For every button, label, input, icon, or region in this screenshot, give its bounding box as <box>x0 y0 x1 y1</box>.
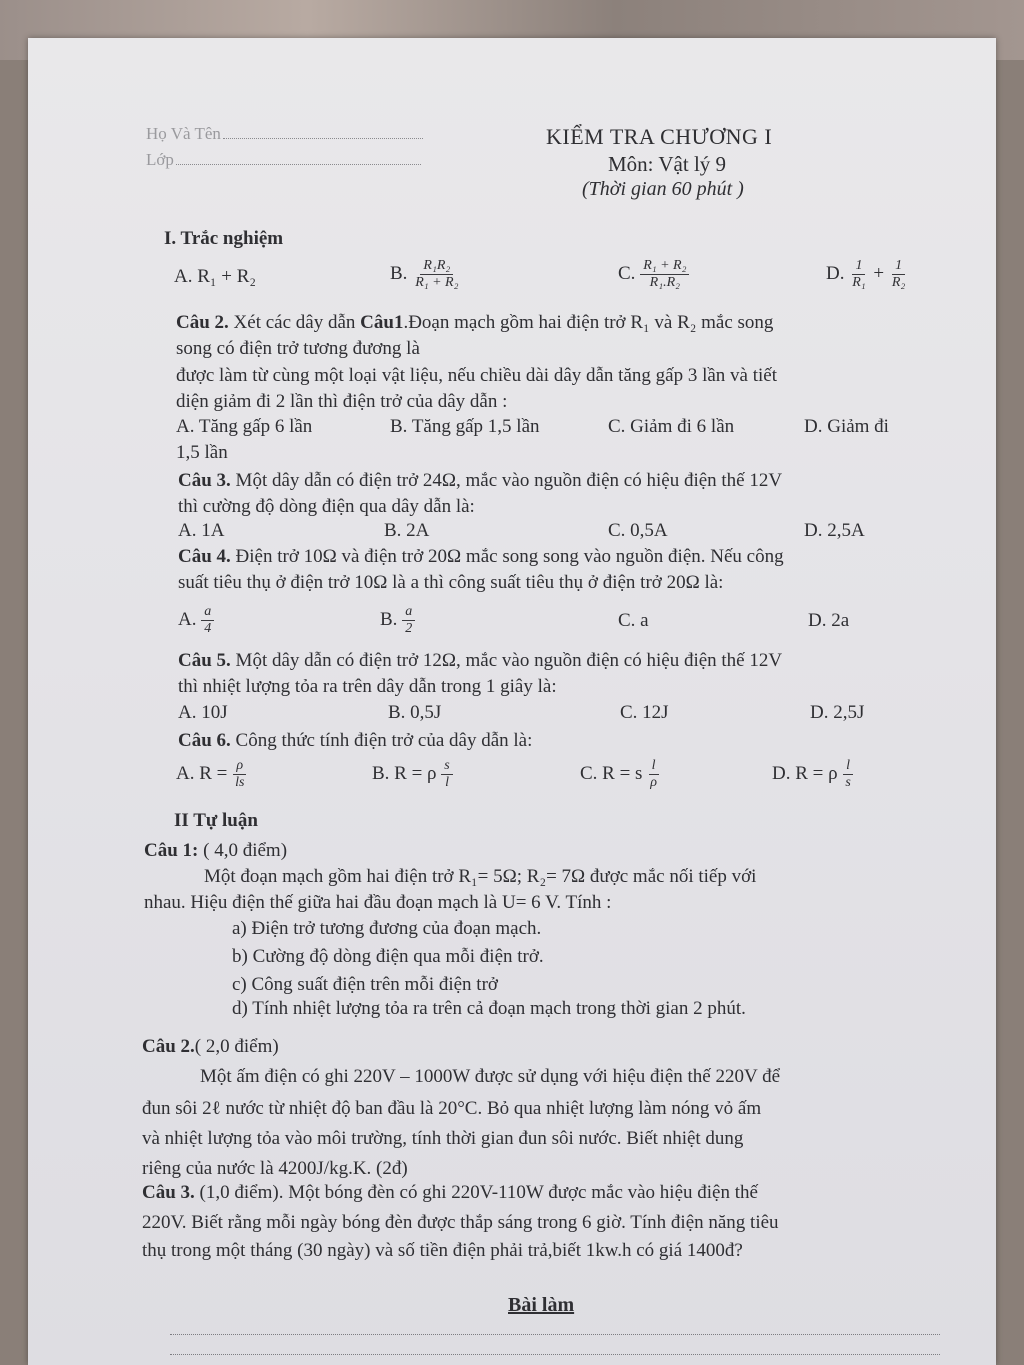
q2-line4: diện giảm đi 2 lần thì điện trở của dây dẫn : <box>176 391 508 412</box>
q5-option-b: B. 0,5J <box>388 702 442 723</box>
q2-option-d: D. Giảm đi <box>804 416 889 437</box>
c1-item-c: c) Công suất điện trên mỗi điện trở <box>232 974 498 995</box>
part1-heading: I. Trắc nghiệm <box>164 228 284 249</box>
part2-heading: II Tự luận <box>174 810 258 831</box>
q4-option-b: B. $\frac{a}{2}$ <box>380 604 415 637</box>
q6-option-a: A. R = $\frac{\rho}{ls}$ <box>176 758 245 790</box>
q3-option-d: D. 2,5A <box>804 520 865 541</box>
q4-option-a: A. $\frac{a}{4}$ <box>178 604 214 637</box>
q2-option-c: C. Giảm đi 6 lần <box>608 416 735 437</box>
c1-line2: nhau. Hiệu điện thế giữa hai đầu đoạn mạch là U= 6 V. Tính : <box>144 892 612 913</box>
q5-option-a: A. 10J <box>178 702 228 723</box>
q4-option-d: D. 2a <box>808 610 850 631</box>
c1-line1: Một đoạn mạch gồm hai điện trở R₁= 5Ω; R₂= 7Ω được mắc nối tiếp với <box>204 866 757 887</box>
q3-line2: thì cường độ dòng điện qua dây dẫn là: <box>178 496 475 517</box>
q5-option-d: D. 2,5J <box>810 702 865 723</box>
c2-line1: Một ấm điện có ghi 220V – 1000W được sử dụng với hiệu điện thế 220V để <box>200 1066 781 1087</box>
c3-line2: 220V. Biết rằng mỗi ngày bóng đèn được thắp sáng trong 6 giờ. Tính điện năng tiêu <box>142 1212 779 1233</box>
c2-line2: đun sôi 2ℓ nước từ nhiệt độ ban đầu là 20°C. Bỏ qua nhiệt lượng làm nóng vỏ ấm <box>142 1098 762 1119</box>
q2-line2: song có điện trở tương đương là <box>176 338 420 359</box>
q1-option-c: C. $\frac{\text{R₁ + R₂}}{\text{R₁.R₂}}$ <box>618 258 689 291</box>
q2-line1: Câu 2. Xét các dây dẫn Câu1.Đoạn mạch gồm hai điện trở R₁ và R₂ mắc song <box>176 312 774 333</box>
q3-option-a: A. 1A <box>178 520 225 541</box>
c1-heading: Câu 1: ( 4,0 điểm) <box>144 840 288 861</box>
c3-line3: thụ trong một tháng (30 ngày) và số tiền điện phải trả,biết 1kw.h có giá 1400đ? <box>142 1240 743 1261</box>
class-field <box>146 150 421 170</box>
q6-line1: Câu 6. Công thức tính điện trở của dây dẫn là: <box>178 730 533 751</box>
q4-line1: Câu 4. Điện trở 10Ω và điện trở 20Ω mắc song song vào nguồn điện. Nếu công <box>178 546 784 567</box>
q6-option-b: B. R = ρ $\frac{s}{l}$ <box>372 758 453 791</box>
name-label: Họ Và Tên <box>146 124 221 143</box>
exam-duration: (Thời gian 60 phút ) <box>582 178 744 200</box>
q5-line1: Câu 5. Một dây dẫn có điện trở 12Ω, mắc vào nguồn điện có hiệu điện thế 12V <box>178 650 783 671</box>
name-field <box>146 124 423 144</box>
q1-option-a: A. R₁ + R₂ <box>174 266 257 287</box>
c3-line1: Câu 3. (1,0 điểm). Một bóng đèn có ghi 220V-110W được mắc vào hiệu điện thế <box>142 1182 758 1203</box>
exam-subject: Môn: Vật lý 9 <box>608 152 727 176</box>
exam-title: KIỂM TRA CHƯƠNG I <box>546 124 773 149</box>
q6-option-c: C. R = s $\frac{l}{\rho}$ <box>580 758 657 790</box>
q1-option-b-fraction: $\frac{\text{R₁R₂}}{\text{R₁ + R₂}}$ <box>415 258 459 290</box>
q1-option-c-fraction: $\frac{\text{R₁ + R₂}}{\text{R₁.R₂}}$ <box>640 258 689 291</box>
q6-option-d: D. R = ρ $\frac{l}{s}$ <box>772 758 854 791</box>
c2-heading: Câu 2.( 2,0 điểm) <box>142 1036 279 1057</box>
c1-item-d: d) Tính nhiệt lượng tỏa ra trên cả đoạn mạch trong thời gian 2 phút. <box>232 998 746 1019</box>
q3-option-c: C. 0,5A <box>608 520 668 541</box>
q4-option-c: C. a <box>618 610 649 631</box>
class-label: Lớp <box>146 150 174 169</box>
q5-line2: thì nhiệt lượng tỏa ra trên dây dẫn trong 1 giây là: <box>178 676 557 697</box>
q2-line3: được làm từ cùng một loại vật liệu, nếu chiều dài dây dẫn tăng gấp 3 lần và tiết <box>176 365 777 386</box>
c1-item-b: b) Cường độ dòng điện qua mỗi điện trở. <box>232 946 544 967</box>
q4-line2: suất tiêu thụ ở điện trở 10Ω là a thì công suất tiêu thụ ở điện trở 20Ω là: <box>178 572 724 593</box>
c2-line3: và nhiệt lượng tỏa vào môi trường, tính thời gian đun sôi nước. Biết nhiệt dung <box>142 1128 744 1149</box>
q2-option-b: B. Tăng gấp 1,5 lần <box>390 416 540 437</box>
q5-option-c: C. 12J <box>620 702 669 723</box>
q3-line1: Câu 3. Một dây dẫn có điện trở 24Ω, mắc vào nguồn điện có hiệu điện thế 12V <box>178 470 783 491</box>
q2-option-d-cont: 1,5 lần <box>176 442 228 463</box>
q1-option-d: D. $\frac{1}{\text{R₁}}$ + $\frac{1}{\text{R₂}}$ <box>826 258 906 290</box>
answer-section-title: Bài làm <box>508 1294 575 1316</box>
c2-line4: riêng của nước là 4200J/kg.K. (2đ) <box>142 1158 408 1179</box>
q3-option-b: B. 2A <box>384 520 430 541</box>
c1-item-a: a) Điện trở tương đương của đoạn mạch. <box>232 918 542 939</box>
answer-line <box>170 1354 940 1355</box>
class-blank <box>176 164 421 165</box>
q2-option-a: A. Tăng gấp 6 lần <box>176 416 313 437</box>
name-blank <box>223 138 423 139</box>
exam-paper <box>28 38 996 1365</box>
q1-option-b: B. $\frac{\text{R₁R₂}}{\text{R₁ + R₂}}$ <box>390 258 461 291</box>
answer-line <box>170 1334 940 1335</box>
